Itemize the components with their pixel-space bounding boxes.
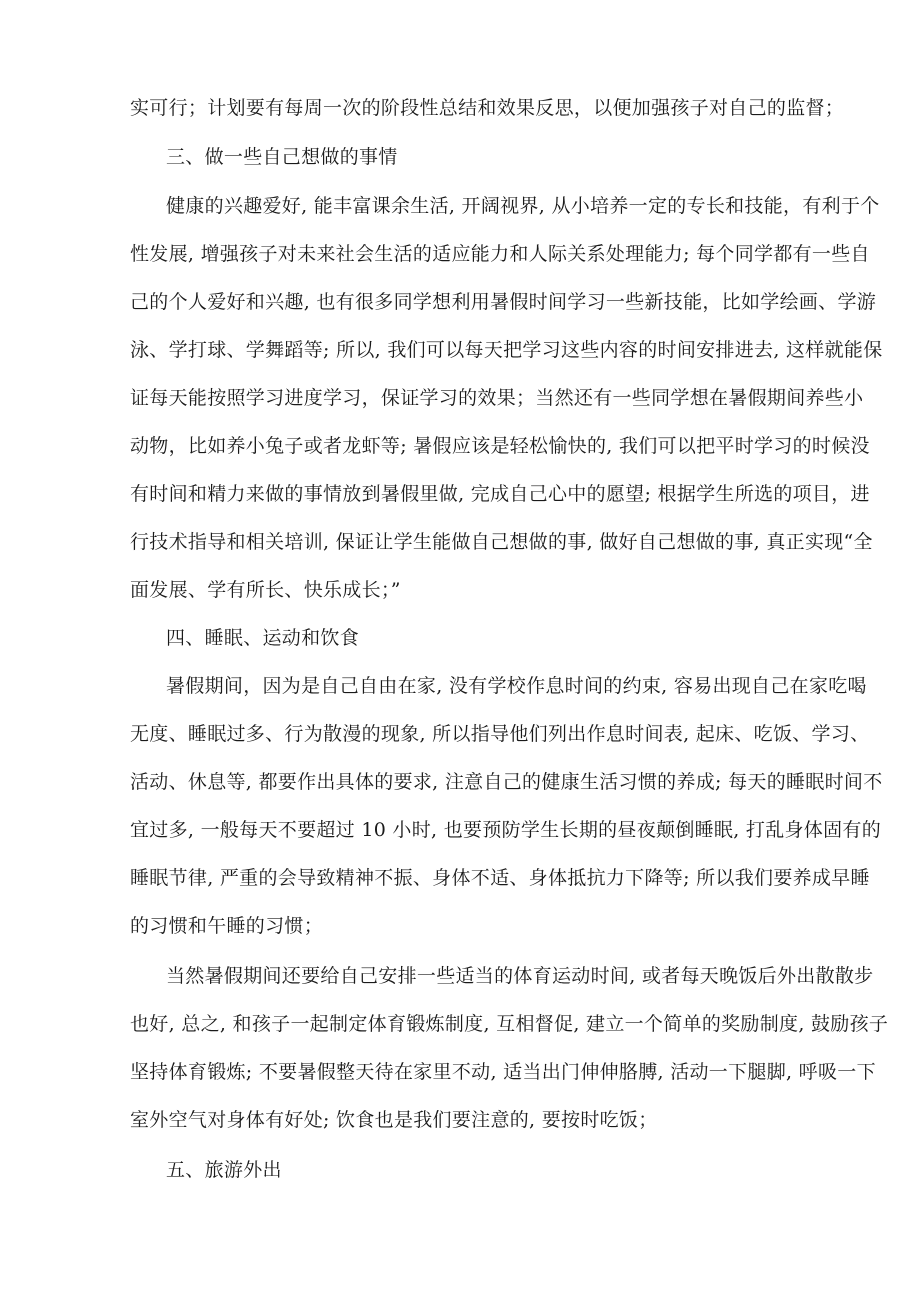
paragraph-line: 有时间和精力来做的事情放到暑假里做, 完成自己心中的愿望; 根据学生所选的项目，进 xyxy=(130,483,870,505)
section-heading-5: 五、旅游外出 xyxy=(166,1159,282,1181)
section-heading-3: 三、做一些自己想做的事情 xyxy=(166,146,398,168)
paragraph-line: 健康的兴趣爱好, 能丰富课余生活, 开阔视界, 从小培养一定的专长和技能，有利于个 xyxy=(166,195,880,217)
paragraph-line: 行技术指导和相关培训, 保证让学生能做自己想做的事, 做好自己想做的事, 真正实现“全 xyxy=(130,531,873,553)
paragraph-line: 当然暑假期间还要给自己安排一些适当的体育运动时间, 或者每天晚饭后外出散散步 xyxy=(166,965,874,987)
paragraph-line: 无度、睡眠过多、行为散漫的现象, 所以指导他们列出作息时间表, 起床、吃饭、学习、 xyxy=(130,723,870,745)
paragraph-line: 也好, 总之, 和孩子一起制定体育锻炼制度, 互相督促, 建立一个简单的奖励制度, 鼓励孩子 xyxy=(130,1013,889,1035)
paragraph-line: 己的个人爱好和兴趣, 也有很多同学想利用暑假时间学习一些新技能，比如学绘画、学游 xyxy=(130,291,877,313)
section-heading-4: 四、睡眠、运动和饮食 xyxy=(166,627,360,649)
paragraph-line: 的习惯和午睡的习惯； xyxy=(130,915,324,937)
paragraph-line: 实可行；计划要有每周一次的阶段性总结和效果反思，以便加强孩子对自己的监督； xyxy=(130,97,845,119)
paragraph-line: 睡眠节律, 严重的会导致精神不振、身体不适、身体抵抗力下降等; 所以我们要养成早睡 xyxy=(130,867,870,889)
paragraph-line: 坚持体育锻炼; 不要暑假整天待在家里不动, 适当出门伸伸胳膊, 活动一下腿脚, 呼吸一下 xyxy=(130,1061,876,1083)
paragraph-line: 室外空气对身体有好处; 饮食也是我们要注意的, 要按时吃饭； xyxy=(130,1109,658,1131)
paragraph-line: 动物，比如养小兔子或者龙虾等; 暑假应该是轻松愉快的, 我们可以把平时学习的时候没 xyxy=(130,435,870,457)
paragraph-line: 面发展、学有所长、快乐成长；” xyxy=(130,579,401,601)
paragraph-line: 活动、休息等, 都要作出具体的要求, 注意自己的健康生活习惯的养成; 每天的睡眠时间不 xyxy=(130,771,883,793)
paragraph-line: 性发展, 增强孩子对未来社会生活的适应能力和人际关系处理能力; 每个同学都有一些自 xyxy=(130,243,870,265)
paragraph-line: 证每天能按照学习进度学习，保证学习的效果；当然还有一些同学想在暑假期间养些小 xyxy=(130,387,864,409)
paragraph-line: 泳、学打球、学舞蹈等; 所以, 我们可以每天把学习这些内容的时间安排进去, 这样就能保 xyxy=(130,339,883,361)
paragraph-line: 宜过多, 一般每天不要超过 10 小时, 也要预防学生长期的昼夜颠倒睡眠, 打乱身体固有的 xyxy=(130,819,881,841)
paragraph-line: 暑假期间，因为是自己自由在家, 没有学校作息时间的约束, 容易出现自己在家吃喝 xyxy=(166,675,867,697)
